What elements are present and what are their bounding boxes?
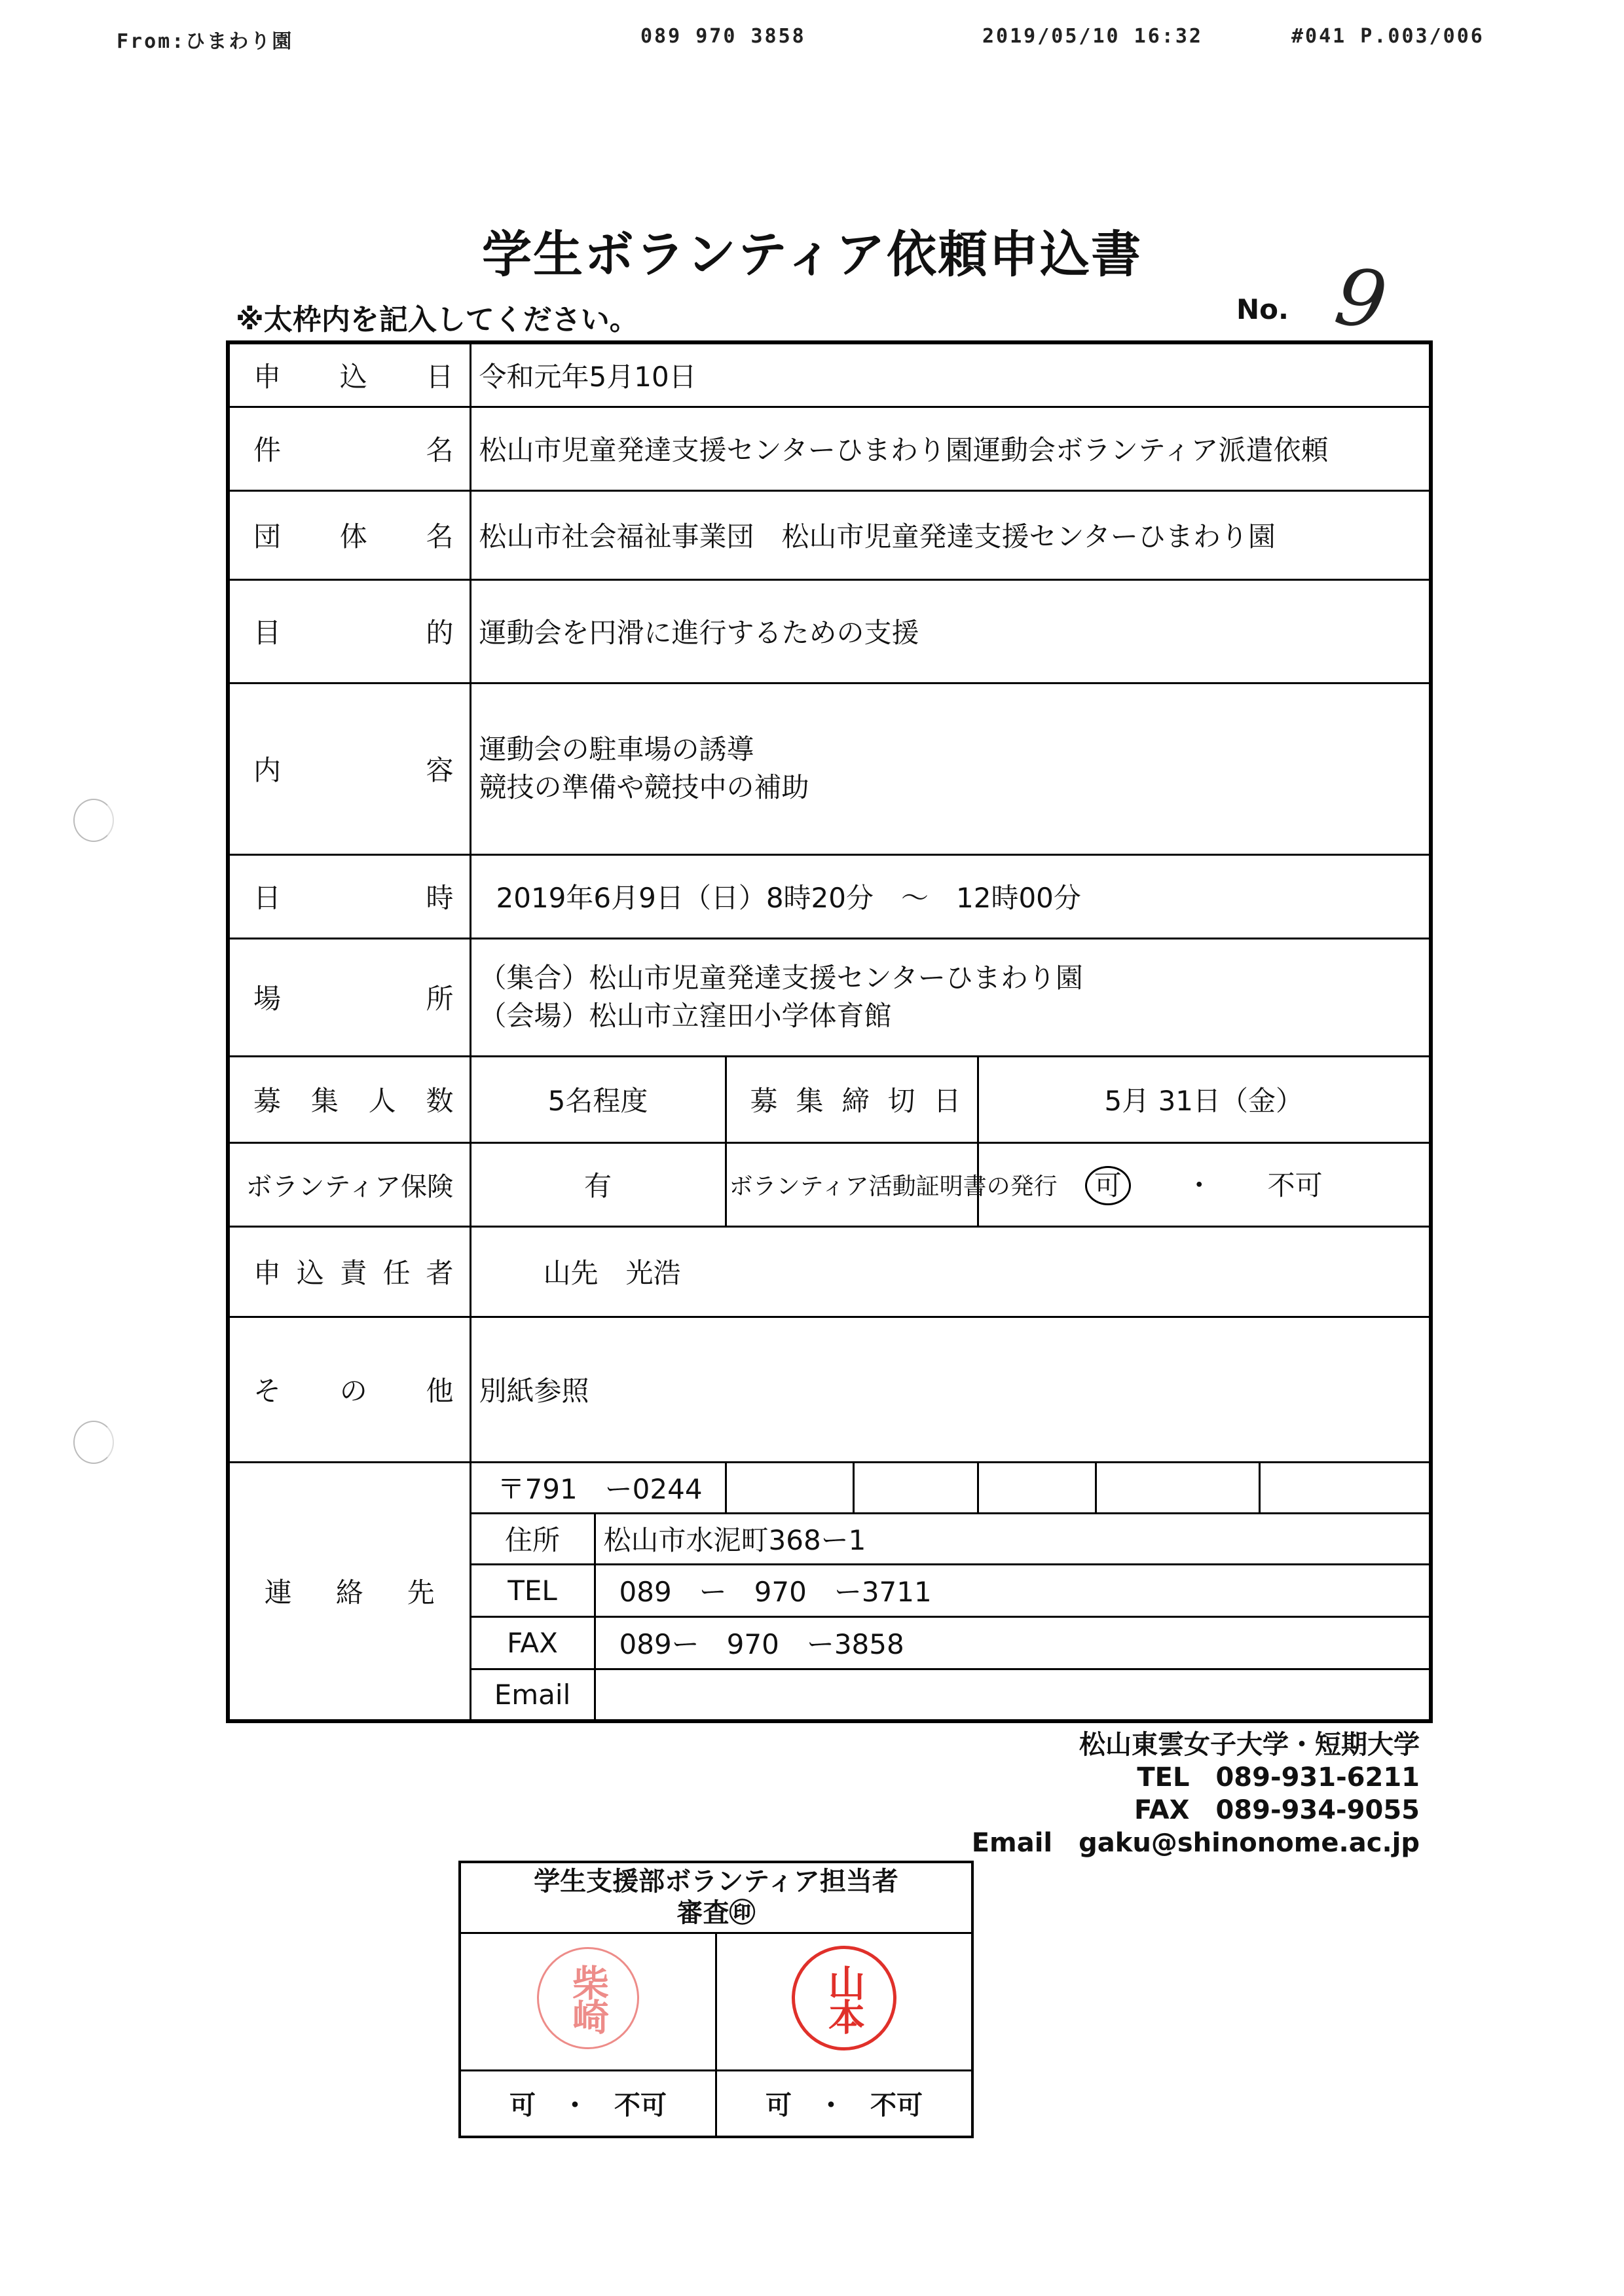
other-label: その他 <box>228 1317 470 1462</box>
tel-field[interactable]: 089 ー 970 ー3711 <box>595 1564 1431 1616</box>
row-application-date <box>228 342 1431 407</box>
postal-box-2[interactable] <box>853 1462 978 1513</box>
postal-box-5[interactable] <box>1259 1462 1431 1513</box>
place-line-1: （集合）松山市児童発達支援センターひまわり園 <box>479 962 1083 994</box>
row-content <box>228 683 1431 854</box>
place-line-2: （会場）松山市立窪田小学体育館 <box>479 1000 892 1032</box>
review-choice-1[interactable]: 可 ・ 不可 <box>460 2070 716 2137</box>
fax-datetime: 2019/05/10 16:32 <box>982 25 1203 48</box>
row-postal <box>228 1462 1431 1513</box>
row-other <box>228 1317 1431 1462</box>
datetime-label: 日時 <box>228 854 470 938</box>
contact-label-cell <box>228 1462 470 1721</box>
row-responsible <box>228 1226 1431 1317</box>
deadline-label: 募集締切日 <box>726 1056 978 1142</box>
instruction-text: ※太枠内を記入してください。 <box>236 303 638 337</box>
subject-field[interactable]: 松山市児童発達支援センターひまわり園運動会ボランティア派遣依頼 <box>470 407 1431 490</box>
fax-number: 089 970 3858 <box>640 25 806 48</box>
row-subject <box>228 407 1431 490</box>
row-purpose <box>228 579 1431 683</box>
organization-label: 団体名 <box>228 490 470 579</box>
row-insurance <box>228 1142 1431 1226</box>
university-contact <box>972 1728 1420 1859</box>
certificate-ng[interactable]: 不可 <box>1267 1169 1323 1201</box>
application-date-label: 申込日 <box>228 342 470 407</box>
university-fax: FAX 089-934-9055 <box>1134 1795 1420 1825</box>
datetime-field[interactable]: 2019年6月9日（日）8時20分 ～ 12時00分 <box>470 854 1431 938</box>
row-recruit <box>228 1056 1431 1142</box>
punch-hole-bottom <box>73 1421 114 1464</box>
place-field[interactable] <box>470 938 1431 1056</box>
certificate-label: ボランティア活動証明書の発行 <box>726 1142 978 1226</box>
recruit-count-field[interactable]: 5名程度 <box>470 1056 726 1142</box>
university-email: Email gaku@shinonome.ac.jp <box>971 1828 1420 1858</box>
seal-stamp-1: 柴崎 <box>537 1947 639 2049</box>
university-name: 松山東雲女子大学・短期大学 <box>1079 1730 1420 1760</box>
contact-label: 連絡先 <box>264 1576 435 1609</box>
email-field[interactable] <box>595 1669 1431 1721</box>
review-choice-2[interactable]: 可 ・ 不可 <box>716 2070 973 2137</box>
postal-box-3[interactable] <box>978 1462 1096 1513</box>
place-label: 場所 <box>228 938 470 1056</box>
content-label: 内容 <box>228 683 470 854</box>
review-header <box>460 1862 972 1933</box>
recruit-count-label: 募集人数 <box>228 1056 470 1142</box>
punch-hole-top <box>73 799 114 842</box>
certificate-ok-circled[interactable]: 可 <box>1085 1166 1131 1205</box>
subject-label: 件名 <box>228 407 470 490</box>
review-table <box>458 1861 974 2138</box>
purpose-field[interactable]: 運動会を円滑に進行するための支援 <box>470 579 1431 683</box>
row-organization <box>228 490 1431 579</box>
insurance-label: ボランティア保険 <box>228 1142 470 1226</box>
address-field[interactable]: 松山市水泥町368ー1 <box>595 1513 1431 1564</box>
responsible-field[interactable]: 山先 光浩 <box>470 1226 1431 1317</box>
fax-label: FAX <box>470 1616 595 1669</box>
number-value: 9 <box>1329 251 1392 348</box>
purpose-label: 目的 <box>228 579 470 683</box>
email-label: Email <box>470 1669 595 1721</box>
organization-field[interactable]: 松山市社会福祉事業団 松山市児童発達支援センターひまわり園 <box>470 490 1431 579</box>
deadline-field[interactable]: 5月 31日（金） <box>978 1056 1431 1142</box>
review-stamp-cell-1 <box>460 1933 716 2070</box>
university-tel: TEL 089-931-6211 <box>1137 1762 1420 1793</box>
fax-from: From:ひまわり園 <box>117 30 294 53</box>
postal-field[interactable]: 〒791 ー0244 <box>470 1462 726 1513</box>
fax-page: #041 P.003/006 <box>1291 25 1485 48</box>
application-date-field[interactable]: 令和元年5月10日 <box>470 342 1431 407</box>
content-line-1: 運動会の駐車場の誘導 <box>479 733 754 765</box>
review-stamp-cell-2 <box>716 1933 973 2070</box>
application-form <box>226 340 1433 1723</box>
content-line-2: 競技の準備や競技中の補助 <box>479 771 809 803</box>
other-field[interactable]: 別紙参照 <box>470 1317 1431 1462</box>
postal-box-1[interactable] <box>726 1462 853 1513</box>
row-place <box>228 938 1431 1056</box>
review-header-line-1: 学生支援部ボランティア担当者 <box>534 1867 898 1897</box>
address-label: 住所 <box>470 1513 595 1564</box>
row-datetime <box>228 854 1431 938</box>
postal-box-4[interactable] <box>1096 1462 1259 1513</box>
certificate-separator: ・ <box>1185 1169 1213 1201</box>
responsible-label: 申込責任者 <box>228 1226 470 1317</box>
review-header-line-2: 審査㊞ <box>676 1898 756 1929</box>
fax-field[interactable]: 089ー 970 ー3858 <box>595 1616 1431 1669</box>
number-label: No. <box>1236 293 1289 325</box>
tel-label: TEL <box>470 1564 595 1616</box>
content-field[interactable] <box>470 683 1431 854</box>
seal-stamp-2: 山本 <box>792 1946 896 2050</box>
insurance-field[interactable]: 有 <box>470 1142 726 1226</box>
document-title: 学生ボランティア依頼申込書 <box>482 225 1142 283</box>
